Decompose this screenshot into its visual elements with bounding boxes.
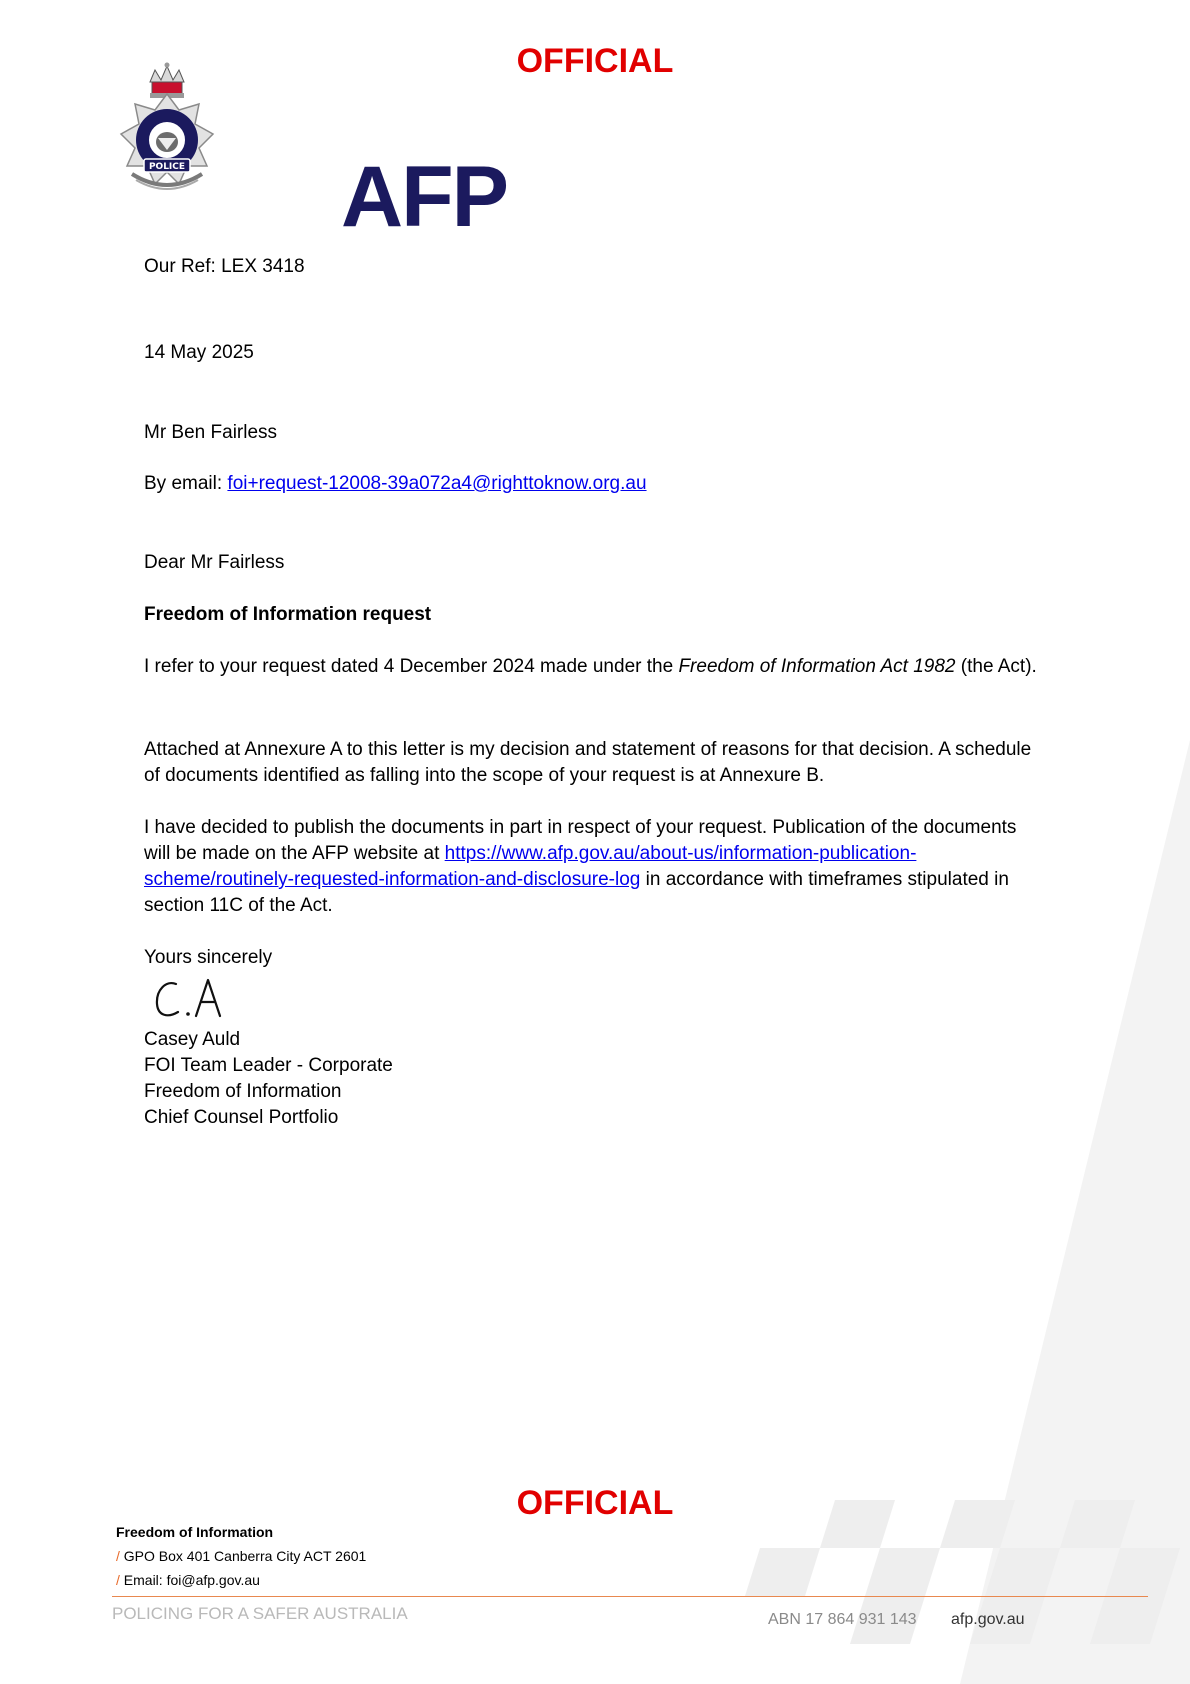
- classification-marking-bottom: OFFICIAL: [516, 1484, 674, 1522]
- badge-banner-text: POLICE: [148, 162, 186, 172]
- footer-website[interactable]: afp.gov.au: [951, 1611, 1025, 1628]
- footer-divider: [112, 1596, 1148, 1597]
- our-reference: Our Ref: LEX 3418: [144, 256, 305, 277]
- recipient-email-line: [144, 471, 1044, 497]
- paragraph-request-reference: [144, 654, 1044, 680]
- footer-postal-address: [116, 1544, 366, 1568]
- footer-tagline: POLICING FOR A SAFER AUSTRALIA: [112, 1604, 408, 1623]
- act-title: Freedom of Information Act 1982: [678, 656, 956, 677]
- letter-date: 14 May 2025: [144, 342, 254, 363]
- salutation: Dear Mr Fairless: [144, 552, 285, 573]
- para1-text-end: (the Act).: [955, 656, 1037, 677]
- classification-marking-top: OFFICIAL: [516, 42, 674, 80]
- postal-address-text: GPO Box 401 Canberra City ACT 2601: [123, 1548, 367, 1564]
- para3-text-start: I have decided to publish the documents in part in respect of your request. Publication of the documents will be made on the AFP website at: [144, 817, 1017, 864]
- recipient-name: Mr Ben Fairless: [144, 422, 278, 443]
- disclosure-log-link[interactable]: https://www.afp.gov.au/about-us/information-publication-scheme/routinely-requested-information-and-disclosure-log: [144, 843, 917, 890]
- handwritten-signature: [152, 972, 242, 1032]
- paragraph-publication: [144, 815, 1044, 919]
- signatory-role: FOI Team Leader - Corporate: [144, 1055, 393, 1076]
- footer-abn: ABN 17 864 931 143: [768, 1611, 917, 1628]
- para1-text-start: I refer to your request dated 4 December 2024 made under the: [144, 656, 679, 677]
- email-label: By email:: [144, 473, 228, 494]
- footer-address-block: [116, 1520, 366, 1592]
- slash-glyph: /: [116, 1548, 120, 1564]
- paragraph-annexures: Attached at Annexure A to this letter is my decision and statement of reasons for that decision. A schedule of documents identified as falling into the scope of your request is at Annexure B.: [144, 739, 1032, 786]
- afp-badge-icon: [112, 62, 222, 198]
- footer-title: Freedom of Information: [116, 1524, 274, 1540]
- closing: Yours sincerely: [144, 947, 273, 968]
- signatory-block: [144, 1027, 1044, 1131]
- afp-wordmark: AFP: [341, 149, 507, 245]
- signatory-name: Casey Auld: [144, 1029, 241, 1050]
- slash-glyph: /: [116, 1572, 120, 1588]
- para3-text-end: in accordance with timeframes stipulated in section 11C of the Act.: [144, 869, 1009, 916]
- signatory-unit: Freedom of Information: [144, 1081, 342, 1102]
- recipient-email-link[interactable]: foi+request-12008-39a072a4@righttoknow.org.au: [227, 473, 647, 494]
- afp-logo: [112, 62, 507, 245]
- letter-subject: Freedom of Information request: [144, 604, 432, 625]
- footer-email: [116, 1568, 366, 1592]
- signatory-portfolio: Chief Counsel Portfolio: [144, 1107, 339, 1128]
- footer-email-text[interactable]: Email: foi@afp.gov.au: [123, 1572, 260, 1588]
